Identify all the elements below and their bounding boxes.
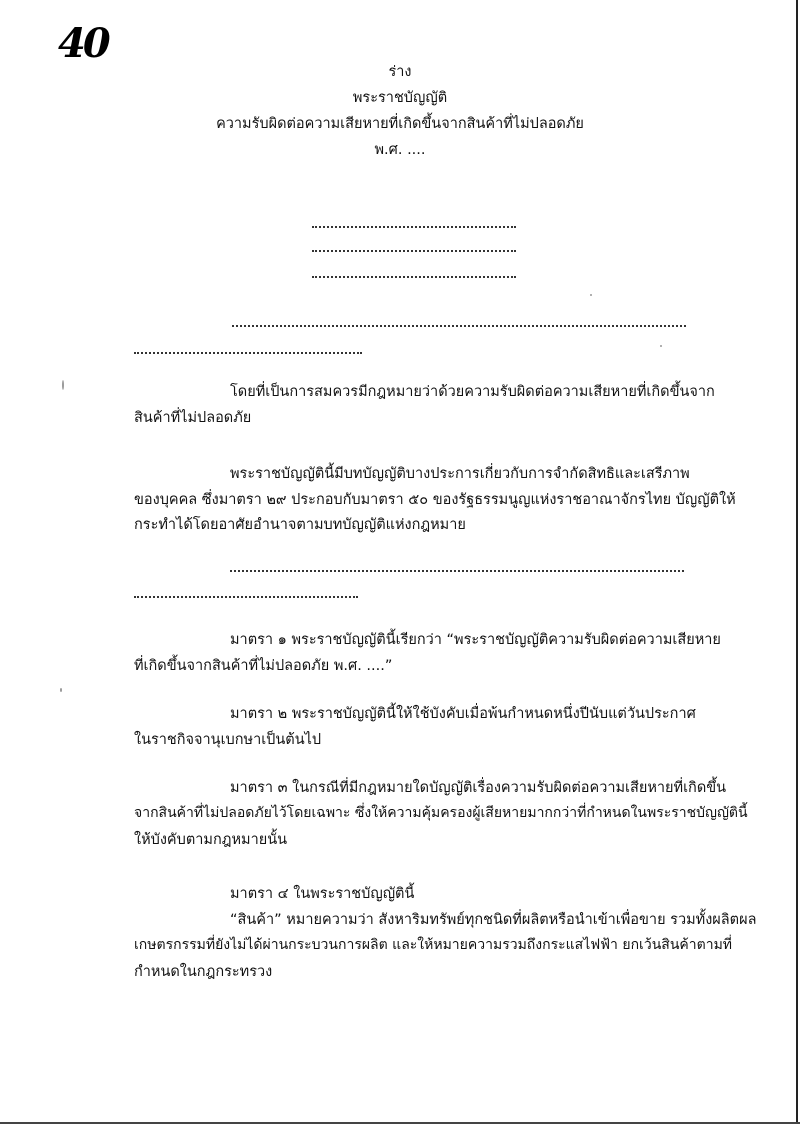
section-2-text: ในราชกิจจานุเบกษาเป็นต้นไป bbox=[134, 732, 322, 748]
section-1-text: ที่เกิดขึ้นจากสินค้าที่ไม่ปลอดภัย พ.ศ. ....” bbox=[134, 658, 393, 674]
section-4-definition: “สินค้า” หมายความว่า สังหาริมทรัพย์ทุกชนิดที่ผลิตหรือนำเข้าเพื่อขาย รวมทั้งผลิตผล bbox=[230, 912, 757, 928]
preamble-text: สินค้าที่ไม่ปลอดภัย bbox=[134, 410, 252, 426]
signature-line-2 bbox=[312, 250, 516, 252]
section-1-text: มาตรา ๑ พระราชบัญญัตินี้เรียกว่า “พระราชบัญญัติความรับผิดต่อความเสียหาย bbox=[230, 632, 721, 648]
section-3-text: ให้บังคับตามกฎหมายนั้น bbox=[134, 832, 288, 848]
signature-line-1 bbox=[312, 226, 516, 228]
section-4-definition: เกษตรกรรมที่ยังไม่ได้ผ่านกระบวนการผลิต และให้หมายความรวมถึงกระแสไฟฟ้า ยกเว้นสินค้าตามที่ bbox=[134, 937, 733, 953]
signature-line-3 bbox=[312, 276, 516, 278]
rights-limitation-text: ของบุคคล ซึ่งมาตรา ๒๙ ประกอบกับมาตรา ๕๐ ของรัฐธรรมนูญแห่งราชอาณาจักรไทย บัญญัติให้ bbox=[134, 492, 736, 508]
rights-limitation-text: พระราชบัญญัตินี้มีบทบัญญัติบางประการเกี่ยวกับการจำกัดสิทธิและเสรีภาพ bbox=[230, 466, 690, 482]
act-label: พระราชบัญญัติ bbox=[352, 90, 448, 106]
draft-label: ร่าง bbox=[388, 64, 412, 80]
scan-speck bbox=[660, 345, 662, 347]
section-4-text: มาตรา ๔ ในพระราชบัญญัตินี้ bbox=[230, 886, 415, 902]
act-title: ความรับผิดต่อความเสียหายที่เกิดขึ้นจากสินค้าที่ไม่ปลอดภัย bbox=[216, 116, 584, 132]
section-3-text: มาตรา ๓ ในกรณีที่มีกฎหมายใดบัญญัติเรื่องความรับผิดต่อความเสียหายที่เกิดขึ้น bbox=[230, 780, 727, 796]
scan-edge-right bbox=[796, 0, 798, 1124]
rights-limitation-text: กระทำได้โดยอาศัยอำนาจตามบทบัญญัติแห่งกฎหมาย bbox=[134, 517, 466, 533]
act-year: พ.ศ. .... bbox=[374, 142, 426, 158]
preamble-text: โดยที่เป็นการสมควรมีกฎหมายว่าด้วยความรับผิดต่อความเสียหายที่เกิดขึ้นจาก bbox=[230, 384, 715, 400]
handwritten-page-number: 40 bbox=[58, 20, 108, 67]
section-3-text: จากสินค้าที่ไม่ปลอดภัยไว้โดยเฉพาะ ซึ่งให้ความคุ้มครองผู้เสียหายมากกว่าที่กำหนดในพระราชบัญญัตินี้ bbox=[134, 805, 748, 821]
section-4-definition: กำหนดในกฎกระทรวง bbox=[134, 964, 273, 980]
scan-speck bbox=[60, 688, 62, 692]
section-2-text: มาตรา ๒ พระราชบัญญัตินี้ให้ใช้บังคับเมื่อพ้นกำหนดหนึ่งปีนับแต่วันประกาศ bbox=[230, 706, 696, 722]
enacting-line-2 bbox=[134, 352, 362, 354]
enacting-line-3 bbox=[230, 570, 684, 572]
enacting-line-1 bbox=[232, 325, 686, 327]
scan-speck bbox=[590, 294, 592, 296]
enacting-line-4 bbox=[134, 596, 358, 598]
scan-speck bbox=[62, 380, 64, 390]
